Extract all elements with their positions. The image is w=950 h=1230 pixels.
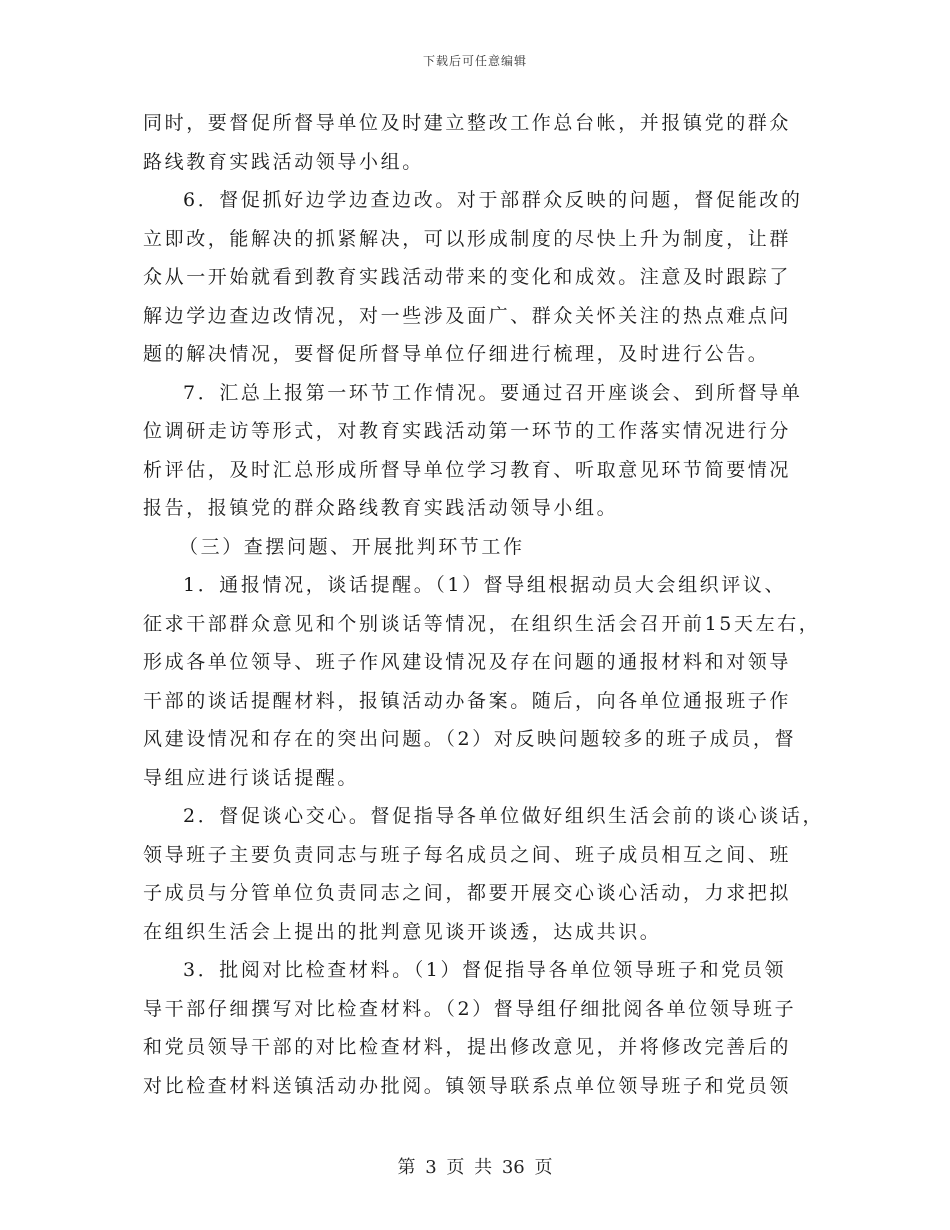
document-body	[143, 104, 825, 1105]
text-line: 6．督促抓好边学边查边改。对于部群众反映的问题，督促能改的	[183, 189, 803, 211]
text-line: 立即改，能解决的抓紧解决，可以形成制度的尽快上升为制度，让群	[143, 227, 792, 250]
text-line: 1．通报情况，谈话提醒。（1）督导组根据动员大会组织评议、	[183, 574, 787, 596]
text-line: 干部的谈话提醒材料，报镇活动办备案。随后，向各单位通报班子作	[143, 689, 792, 712]
text-line: 路线教育实践活动领导小组。	[143, 150, 424, 173]
text-line: 题的解决情况，要督促所督导单位仔细进行梳理，及时进行公告。	[143, 343, 770, 365]
text-line: 众从一开始就看到教育实践活动带来的变化和成效。注意及时跟踪了	[143, 266, 792, 288]
text-line: 3．批阅对比检查材料。（1）督促指导各单位领导班子和党员领	[183, 959, 787, 981]
text-line: 领导班子主要负责同志与班子每名成员之间、班子成员相互之间、班	[143, 843, 792, 866]
text-line: 2．督促谈心交心。督促指导各单位做好组织生活会前的谈心谈话，	[183, 805, 825, 827]
text-line: 7．汇总上报第一环节工作情况。要通过召开座谈会、到所督导单	[183, 381, 803, 404]
text-line: 和党员领导干部的对比检查材料，提出修改意见，并将修改完善后的	[143, 1036, 792, 1058]
text-line: （三）查摆问题、开展批判环节工作	[179, 535, 525, 558]
text-line: 导干部仔细撰写对比检查材料。（2）督导组仔细批阅各单位领导班子	[143, 997, 797, 1020]
text-line: 导组应进行谈话提醒。	[143, 766, 360, 789]
text-line: 子成员与分管单位负责同志之间，都要开展交心谈心活动，力求把拟	[143, 882, 792, 904]
text-line: 征求干部群众意见和个别谈话等情况，在组织生活会召开前15天左右，	[143, 612, 821, 635]
page-header: 下载后可任意编辑	[422, 54, 527, 68]
text-line: 报告，报镇党的群众路线教育实践活动领导小组。	[143, 497, 619, 519]
text-line: 位调研走访等形式，对教育实践活动第一环节的工作落实情况进行分	[143, 420, 792, 442]
text-line: 析评估，及时汇总形成所督导单位学习教育、听取意见环节简要情况	[143, 458, 792, 481]
text-line: 形成各单位领导、班子作风建设情况及存在问题的通报材料和对领导	[143, 651, 792, 673]
text-line: 同时，要督促所督导单位及时建立整改工作总台帐，并报镇党的群众	[143, 112, 792, 134]
text-line: 风建设情况和存在的突出问题。（2）对反映问题较多的班子成员，督	[143, 728, 797, 750]
text-line: 对比检查材料送镇活动办批阅。镇领导联系点单位领导班子和党员领	[143, 1074, 792, 1097]
page-footer: 第 3 页 共 36 页	[397, 1157, 553, 1178]
text-line: 在组织生活会上提出的批判意见谈开谈透，达成共识。	[143, 920, 662, 943]
text-line: 解边学边查边改情况，对一些涉及面广、群众关怀关注的热点难点问	[143, 304, 792, 327]
